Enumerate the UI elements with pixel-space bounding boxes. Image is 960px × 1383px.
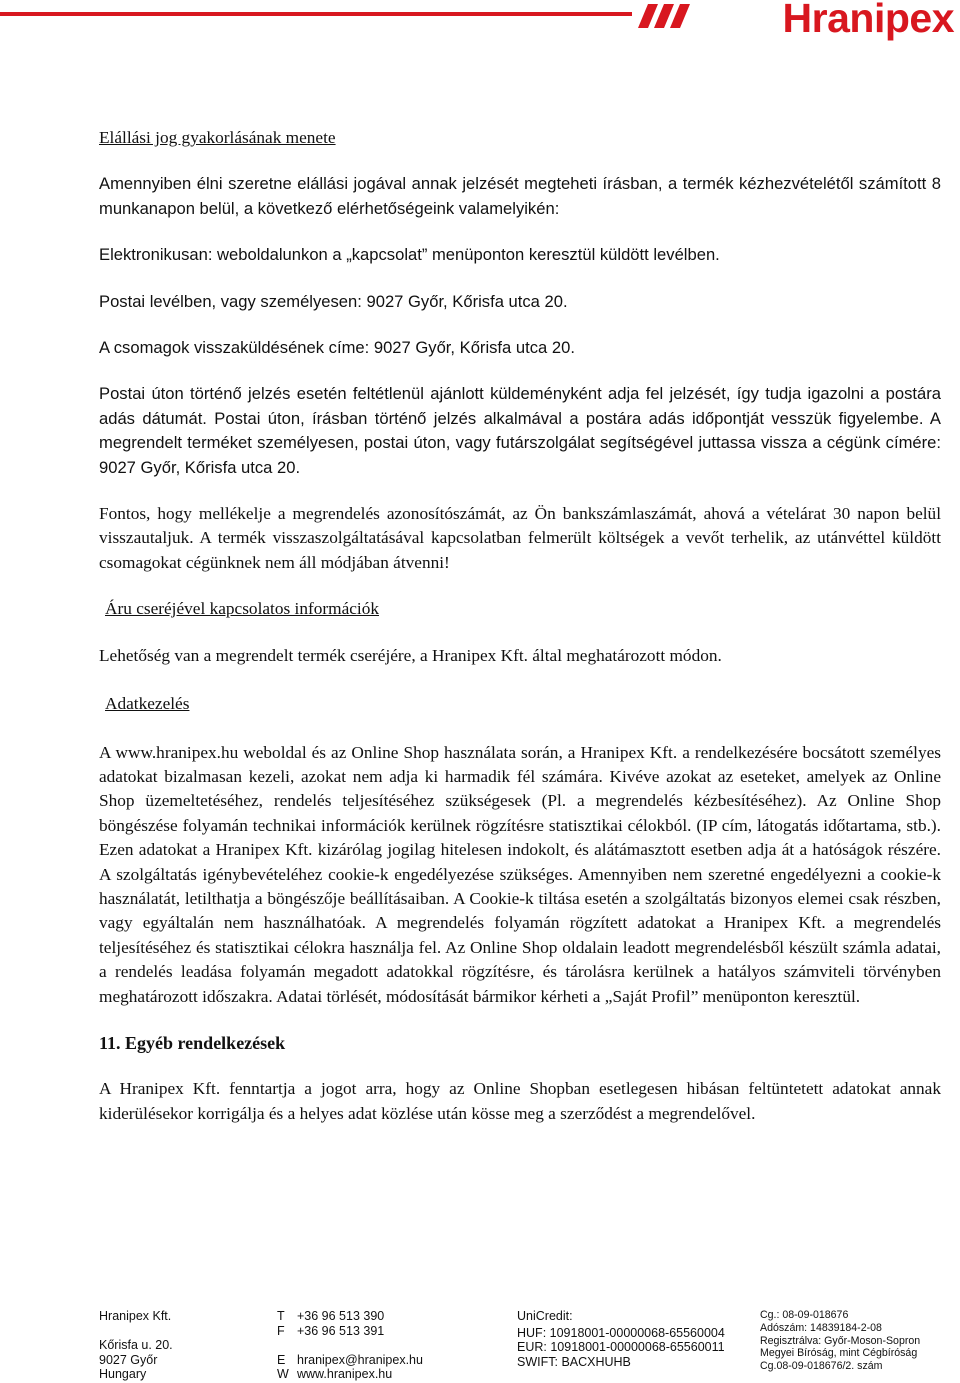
- fax-number: +36 96 513 391: [297, 1323, 385, 1338]
- footer-contact: [277, 1309, 423, 1382]
- exchange-text: Lehetőség van a megrendelt termék cseréjére, a Hranipex Kft. által meghatározott módon.: [99, 645, 722, 665]
- web-line: [277, 1367, 423, 1382]
- other-provisions-text: A Hranipex Kft. fenntartja a jogot arra, hogy az Online Shopban esetlegesen hibásan feltüntetett adatokat annak kiderülésekor korrigálja és a helyes adat közlése után kösse meg a szerződést a megrendelővel.: [99, 1079, 941, 1123]
- postal-contact: Postai levélben, vagy személyesen: 9027 Győr, Kőrisfa utca 20.: [99, 291, 568, 311]
- logo-red-bar: [0, 12, 632, 16]
- exchange-title: Áru cseréjével kapcsolatos információk: [105, 599, 379, 619]
- fax-letter: F: [277, 1323, 285, 1338]
- footer-registry: [760, 1309, 920, 1373]
- phone-number: +36 96 513 390: [297, 1309, 385, 1323]
- email-address: hranipex@hranipex.hu: [297, 1352, 423, 1367]
- document-body: [99, 126, 941, 1126]
- logo-stripes-icon: [632, 4, 702, 28]
- footer: [0, 1309, 960, 1383]
- data-handling-text: A www.hranipex.hu weboldal és az Online Shop használata során, a Hranipex Kft. a rendelkezésére bocsátott személyes adatokat bizalmasan kezeli, azokat nem adja ki harmadik fél számára. Kivéve azokat az eseteket, amelyek az Online Shop üzemeltetéséhez, rendelés teljesítéséhez szükségesek (Pl. a megrendelés kézbesítéséhez). Az Online Shop böngészése folyamán technikai információk kerülnek rögzítésre statisztikai célokból. (IP cím, látogatás időtartama, stb.). Ezen adatokat a Hranipex Kft. kizárólag jogilag hitelesen indokolt, és alátámasztott esetben adja át a hatóságok részére. A szolgáltatás igénybevételéhez cookie-k engedélyezése szükséges. Amennyiben nem szeretné engedélyezni a cookie-k használatát, letilthatja a böngészője beállításaiban. A Cookie-k tiltása esetén a szolgáltatás bizonyos elemei csak részben, vagy egyáltalán nem használhatóak. A megrendelés folyamán rögzített adatokat a Hranipex Kft. a megrendelés teljesítéséhez és statisztikai célokra használja fel. Az Online Shop oldalain leadott megrendelésből készült számla adatai, a rendelés leadása folyamán megadott adatokkal rögzítésre, és tárolásra kerülnek a hatályos számviteli törvényben meghatározott időszakra. Adatai törlését, módosítását bármikor kérheti a „Saját Profil” menüponton keresztül.: [99, 742, 941, 1006]
- logo-wordmark: Hranipex: [782, 0, 954, 41]
- other-provisions-title: 11. Egyéb rendelkezések: [99, 1032, 286, 1053]
- bank-name: UniCredit:: [517, 1309, 573, 1323]
- data-handling-title: Adatkezelés: [105, 694, 190, 714]
- letterhead: [0, 0, 960, 40]
- postal-notice: Postai úton történő jelzés esetén feltétlenül ajánlott küldeményként adja fel jelzését, így tudja igazolni a postára adás dátumát. Postai úton, írásban történő jelzés alkalmával a postára adás időpontját vesszük figyelembe. A megrendelt terméket személyesen, postai úton, vagy futárszolgálat segítségével juttassa vissza a cégünk címére: 9027 Győr, Kőrisfa utca 20.: [99, 384, 941, 477]
- phone-line: [277, 1309, 423, 1324]
- tax-number: Adószám: 14839184-2-08: [760, 1321, 882, 1334]
- registry-full: Cg.08-09-018676/2. szám: [760, 1360, 883, 1373]
- bank-eur: EUR: 10918001-00000068-65560011: [517, 1340, 725, 1355]
- return-address: A csomagok visszaküldésének címe: 9027 Győr, Kőrisfa utca 20.: [99, 338, 575, 358]
- withdrawal-intro: Amennyiben élni szeretne elállási jogával annak jelzését megteheti írásban, a termék kézhezvételétől számított 8 munkanapon belül, a következő elérhetőségeink valamelyikén:: [99, 174, 941, 218]
- web-address: www.hranipex.hu: [297, 1367, 393, 1382]
- court-name: Megyei Bíróság, mint Cégbíróság: [760, 1347, 918, 1360]
- company-city: 9027 Győr: [99, 1352, 158, 1367]
- email-line: [277, 1353, 423, 1368]
- company-name: Hranipex Kft.: [99, 1309, 172, 1323]
- fax-line: [277, 1324, 423, 1339]
- withdrawal-title: Elállási jog gyakorlásának menete: [99, 128, 336, 147]
- electronic-contact: Elektronikusan: weboldalunkon a „kapcsolat” menüponton keresztül küldött levélben.: [99, 245, 720, 265]
- important-notice: Fontos, hogy mellékelje a megrendelés azonosítószámát, az Ön bankszámlaszámát, ahová a vételárat 30 napon belül visszautaljuk. A termék visszaszolgáltatásával kapcsolatban felmerült költségek a vevőt terhelik, az utánvéttel küldött csomagokat cégünknek nem áll módjában átvenni!: [99, 504, 941, 572]
- registry-number: Cg.: 08-09-018676: [760, 1309, 849, 1321]
- company-country: Hungary: [99, 1367, 147, 1382]
- bank-swift: SWIFT: BACXHUHB: [517, 1354, 631, 1369]
- phone-letter: T: [277, 1309, 285, 1323]
- footer-company: [99, 1309, 173, 1382]
- email-letter: E: [277, 1352, 286, 1367]
- bank-huf: HUF: 10918001-00000068-65560004: [517, 1325, 725, 1340]
- web-letter: W: [277, 1367, 289, 1382]
- company-street: Kőrisfa u. 20.: [99, 1338, 173, 1353]
- footer-bank: [517, 1309, 725, 1369]
- registered-at: Regisztrálva: Győr-Moson-Sopron: [760, 1334, 921, 1347]
